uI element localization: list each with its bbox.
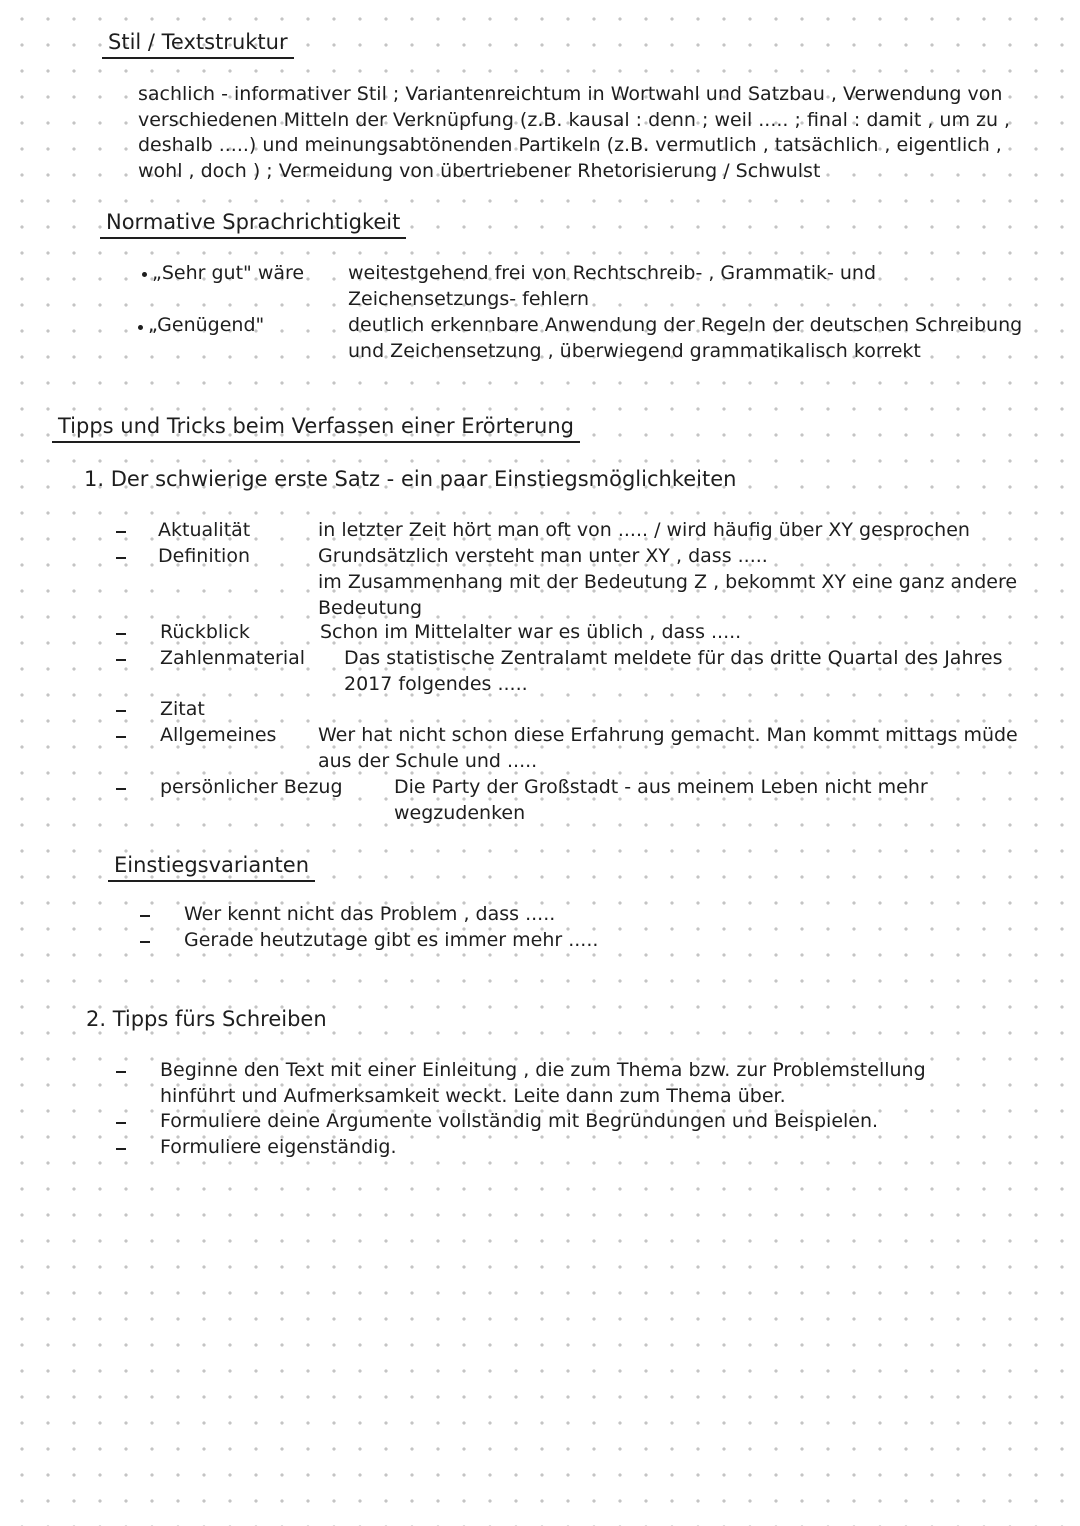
item-text-persoenlich: Die Party der Großstadt - aus meinem Leben nicht mehr wegzudenken: [394, 776, 928, 824]
item-text-rueckblick: Schon im Mittelalter war es üblich , dass .....: [320, 621, 742, 643]
dash-marker: [116, 659, 126, 661]
item-text-allgemeines: Wer hat nicht schon diese Erfahrung gemacht. Man kommt mittags müde aus der Schule und .....: [318, 724, 1018, 772]
heading-tipps: Tipps und Tricks beim Verfassen einer Erörterung: [52, 413, 580, 443]
bullet-marker: [138, 325, 143, 330]
normativ-label-1: „Sehr gut" wäre: [152, 262, 305, 284]
heading-einstiegsvarianten: Einstiegsvarianten: [108, 852, 315, 882]
normativ-label-2: „Genügend": [148, 314, 265, 336]
dash-marker: [116, 788, 126, 790]
schreiben-item-2: Formuliere deine Argumente vollständig mit Begründungen und Beispielen.: [160, 1110, 879, 1132]
item-label-zitat: Zitat: [160, 698, 205, 720]
dash-marker: [116, 633, 126, 635]
item-label-zahlenmaterial: Zahlenmaterial: [160, 647, 306, 669]
stil-paragraph: sachlich - informativer Stil ; Variantenreichtum in Wortwahl und Satzbau , Verwendung von verschiedenen Mitteln der Verknüpfung (z.B. kausal : denn ; weil ..... ; final : damit , um zu , deshalb .....) und meinungsabtönenden Partikeln (z.B. vermutlich , tatsächlich , eigentlich , wohl , doch ) ; Vermeidung von übertriebener Rhetorisierung / Schwulst: [138, 83, 1011, 182]
item-label-persoenlich: persönlicher Bezug: [160, 776, 343, 798]
item-text-aktualitaet: in letzter Zeit hört man oft von ..... / wird häufig über XY gesprochen: [318, 519, 970, 541]
item-text-zahlenmaterial: Das statistische Zentralamt meldete für das dritte Quartal des Jahres 2017 folgendes .....: [344, 647, 1003, 695]
dash-marker: [116, 557, 126, 559]
item-label-rueckblick: Rückblick: [160, 621, 250, 643]
dash-marker: [116, 1148, 126, 1150]
schreiben-item-3: Formuliere eigenständig.: [160, 1136, 397, 1158]
item-text-definition-2: im Zusammenhang mit der Bedeutung Z , bekommt XY eine ganz andere Bedeutung: [318, 571, 1018, 619]
item-label-definition: Definition: [158, 545, 251, 567]
dash-marker: [140, 915, 150, 917]
dash-marker: [116, 531, 126, 533]
section-1-title: 1. Der schwierige erste Satz - ein paar Einstiegsmöglichkeiten: [84, 467, 737, 491]
normativ-text-2: deutlich erkennbare Anwendung der Regeln der deutschen Schreibung und Zeichensetzung , überwiegend grammatikalisch korrekt: [348, 314, 1023, 362]
schreiben-item-1: Beginne den Text mit einer Einleitung , die zum Thema bzw. zur Problemstellung hinführt und Aufmerksamkeit weckt. Leite dann zum Thema über.: [160, 1059, 926, 1107]
heading-normativ: Normative Sprachrichtigkeit: [100, 209, 406, 239]
dash-marker: [116, 1071, 126, 1073]
item-text-definition: Grundsätzlich versteht man unter XY , dass .....: [318, 545, 768, 567]
dash-marker: [116, 1122, 126, 1124]
bullet-marker: [142, 272, 147, 277]
section-2-title: 2. Tipps fürs Schreiben: [86, 1007, 327, 1031]
item-label-aktualitaet: Aktualität: [158, 519, 251, 541]
heading-stil: Stil / Textstruktur: [102, 29, 294, 59]
dash-marker: [116, 710, 126, 712]
dash-marker: [116, 736, 126, 738]
einstieg-item-2: Gerade heutzutage gibt es immer mehr .....: [184, 929, 599, 951]
einstieg-item-1: Wer kennt nicht das Problem , dass .....: [184, 903, 556, 925]
dash-marker: [140, 941, 150, 943]
item-label-allgemeines: Allgemeines: [160, 724, 277, 746]
normativ-text-1: weitestgehend frei von Rechtschreib- , Grammatik- und Zeichensetzungs- fehlern: [348, 262, 877, 310]
